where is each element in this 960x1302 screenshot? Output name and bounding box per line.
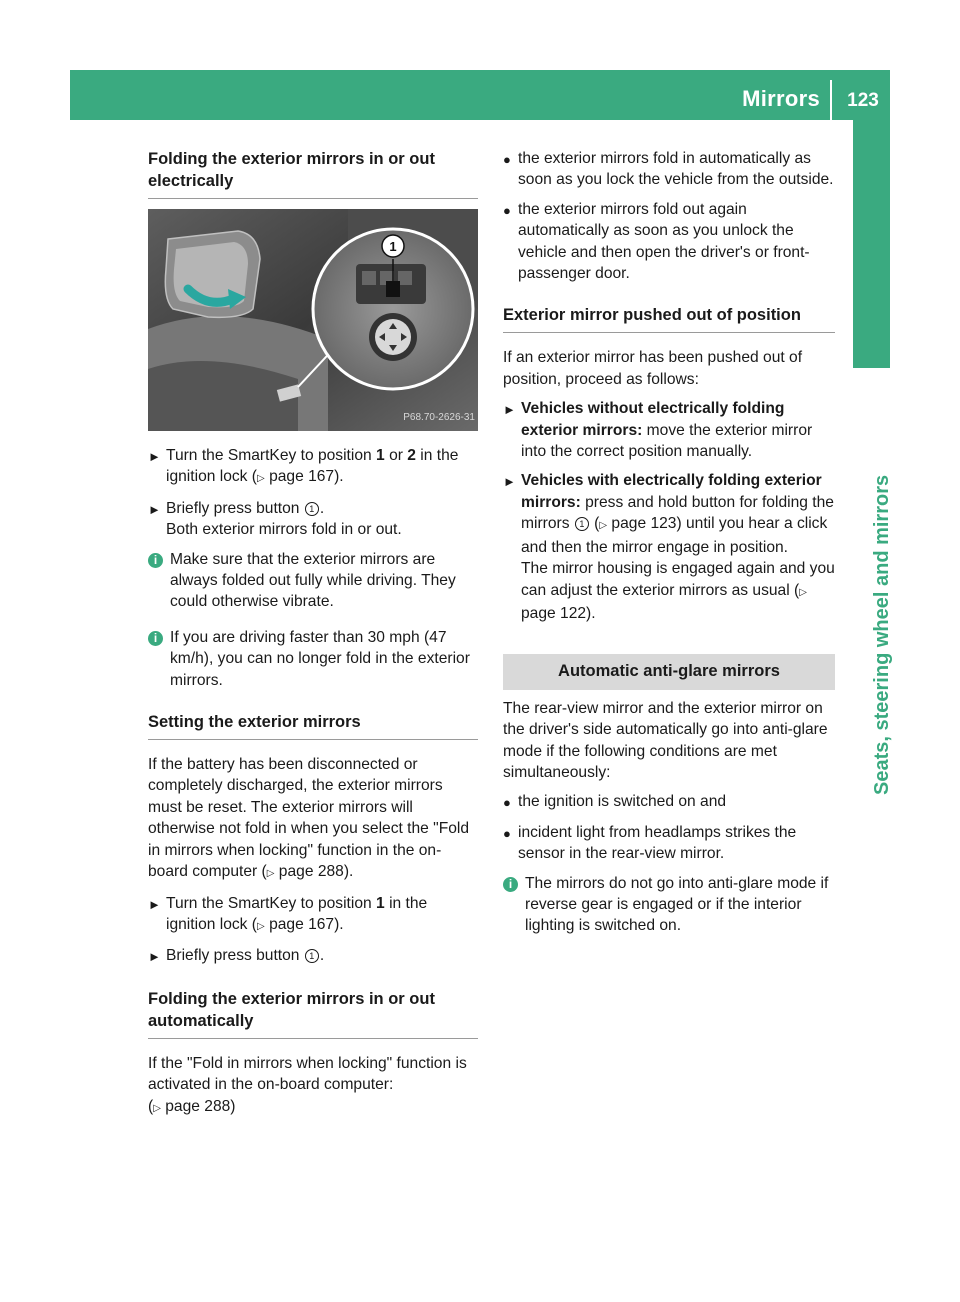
step-turn-key — [148, 445, 478, 490]
step-press-button-2 — [148, 945, 478, 967]
info-icon: i — [148, 553, 163, 568]
step-text: Briefly press button 1 . Both exterior mirrors fold in or out. — [166, 499, 402, 539]
page-ref-icon: ▷ — [257, 920, 265, 932]
header-bar — [70, 70, 890, 120]
bullet-fold-in-lock — [503, 148, 835, 191]
heading-anti-glare: Automatic anti-glare mirrors — [503, 654, 835, 689]
page-ref-icon: ▷ — [799, 586, 807, 598]
bullet-headlamps — [503, 822, 835, 865]
step-icon: ► — [148, 896, 161, 912]
page-ref-icon: ▷ — [599, 520, 608, 532]
bullet-text: the ignition is switched on and — [518, 793, 727, 811]
bullet-ignition — [503, 791, 835, 813]
page-ref-icon: ▷ — [257, 473, 265, 485]
callout-1-icon: 1 — [305, 949, 319, 963]
step-text: Vehicles without electrically folding exterior mirrors: move the exterior mirror into the correct position manually. — [521, 400, 813, 461]
bullet-icon: ● — [503, 825, 511, 841]
step-text: Briefly press button 1 . — [166, 947, 325, 965]
heading-pushed-out: Exterior mirror pushed out of position — [503, 304, 835, 333]
step-text: Vehicles with electrically folding exterior mirrors: press and hold button for folding the mirrors 1 (▷ page 123) until you hear a click and then the mirror engage in position. The mirror housing is engaged again and you can adjust the exterior mirrors as usual (▷ page 122). — [521, 472, 835, 622]
paragraph-anti-glare: The rear-view mirror and the exterior mirror on the driver's side automatically go into anti-glare mode if the following conditions are met simultaneously: — [503, 699, 828, 781]
bullet-text: the exterior mirrors fold in automatically as soon as you lock the vehicle from the outside. — [518, 150, 834, 189]
info-icon: i — [148, 631, 163, 646]
note-speed — [148, 627, 478, 691]
bullet-icon: ● — [503, 152, 511, 167]
step-text: Turn the SmartKey to position 1 or 2 in the ignition lock (▷ page 167). — [166, 447, 459, 486]
right-column — [503, 148, 835, 937]
info-icon: i — [503, 877, 518, 892]
bullet-fold-out-unlock — [503, 199, 835, 285]
bullet-text: incident light from headlamps strikes the sensor in the rear-view mirror. — [518, 823, 797, 863]
side-tab-label: Seats, steering wheel and mirrors — [871, 474, 893, 795]
bullet-icon: ● — [503, 795, 511, 811]
step-icon: ► — [148, 449, 161, 464]
step-press-button — [148, 498, 478, 541]
page-ref-icon: ▷ — [266, 868, 275, 880]
note-text: The mirrors do not go into anti-glare mode if reverse gear is engaged or if the interior lighting is switched on. — [525, 874, 829, 935]
paragraph-pushed-out: If an exterior mirror has been pushed out of position, proceed as follows: — [503, 349, 803, 388]
step-icon: ► — [503, 474, 516, 490]
paragraph-auto-fold: If the "Fold in mirrors when locking" function is activated in the on-board computer: (▷ page 288) — [148, 1054, 467, 1115]
step-icon: ► — [148, 949, 161, 965]
note-vibrate — [148, 549, 478, 613]
page-number: 123 — [847, 90, 879, 111]
paragraph-reset: If the battery has been disconnected or completely discharged, the exterior mirrors must be reset. The exterior mirrors will otherwise not fold in when you select the "Fold in mirrors when locking" function in the on-board computer (▷ page 288). — [148, 756, 470, 881]
page-ref-icon: ▷ — [153, 1102, 161, 1114]
step-turn-key-1 — [148, 893, 478, 938]
step-text: Turn the SmartKey to position 1 in the ignition lock (▷ page 167). — [166, 894, 428, 933]
header-divider — [830, 80, 832, 120]
bullet-text: the exterior mirrors fold out again automatically as soon as you unlock the vehicle and then open the driver's or front-passenger door. — [518, 200, 810, 283]
mirror-switch-figure — [148, 209, 478, 431]
bullet-icon: ● — [503, 202, 511, 218]
figure-label: P68.70-2626-31 — [403, 411, 475, 423]
heading-setting-mirrors: Setting the exterior mirrors — [148, 711, 478, 740]
step-icon: ► — [503, 402, 516, 418]
callout-1: 1 — [389, 239, 397, 254]
step-with-electric — [503, 470, 835, 624]
callout-1-icon: 1 — [305, 502, 319, 516]
note-reverse-gear — [503, 873, 835, 937]
side-tab-marker — [853, 120, 890, 368]
door-panel-illustration — [148, 209, 478, 431]
heading-fold-electrically: Folding the exterior mirrors in or out electrically — [148, 148, 478, 199]
note-text: Make sure that the exterior mirrors are always folded out fully while driving. They could otherwise vibrate. — [170, 550, 456, 611]
callout-1-icon: 1 — [575, 517, 589, 531]
step-icon: ► — [148, 501, 161, 517]
heading-fold-automatically: Folding the exterior mirrors in or out automatically — [148, 988, 478, 1039]
left-column — [148, 148, 478, 1119]
note-text: If you are driving faster than 30 mph (47 km/h), you can no longer fold in the exterior mirrors. — [170, 628, 470, 689]
step-without-electric — [503, 398, 835, 462]
section-title: Mirrors — [742, 86, 820, 111]
